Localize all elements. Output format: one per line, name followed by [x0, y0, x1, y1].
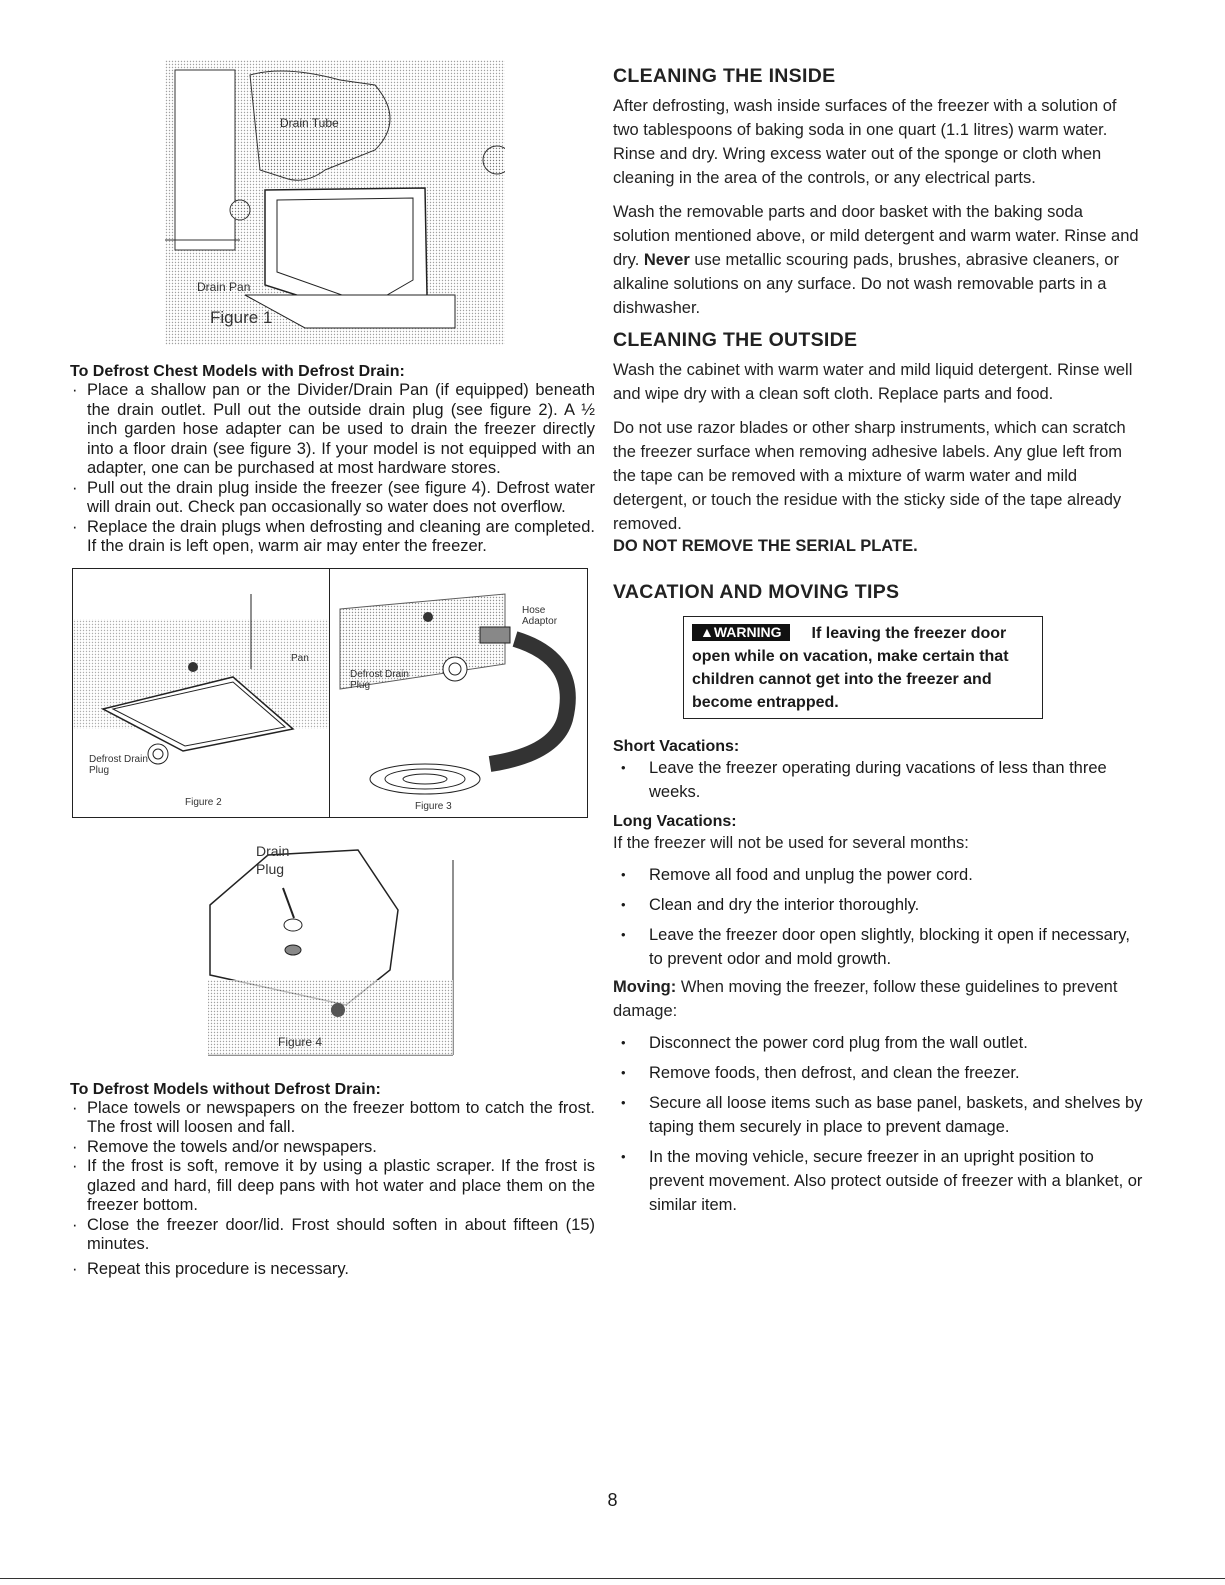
figure-3-caption: Figure 3 — [415, 800, 452, 812]
defrost-drain-heading: To Defrost Chest Models with Defrost Drain: — [70, 363, 405, 380]
vacation-heading: VACATION AND MOVING TIPS — [613, 581, 900, 603]
figure-2 — [73, 569, 330, 817]
cleaning-outside-heading: CLEANING THE OUTSIDE — [613, 329, 858, 351]
list-item: • In the moving vehicle, secure freezer in an upright position to prevent movement. Also protect outside of freezer with a blanket, or similar item. — [613, 1145, 1143, 1217]
moving-list — [613, 1031, 1143, 1217]
warning-box — [683, 616, 1043, 719]
hose-adaptor-label: Hose Adaptor — [522, 604, 558, 627]
serial-plate-warning: DO NOT REMOVE THE SERIAL PLATE. — [613, 537, 918, 555]
figures-2-3 — [72, 568, 588, 818]
list-item: · Repeat this procedure is necessary. — [70, 1260, 595, 1280]
right-column — [613, 64, 1143, 1217]
long-vacations-intro: If the freezer will not be used for several months: — [613, 834, 969, 852]
list-item: • Secure all loose items such as base panel, baskets, and shelves by taping them securely in place to prevent damage. — [613, 1091, 1143, 1139]
list-item: • Remove foods, then defrost, and clean the freezer. — [613, 1061, 1143, 1085]
list-item: • Leave the freezer operating during vacations of less than three weeks. — [613, 756, 1143, 804]
figure-4 — [198, 830, 456, 1062]
list-item: • Leave the freezer door open slightly, blocking it open if necessary, to prevent odor and mold growth. — [613, 923, 1143, 971]
cleaning-inside-para-2 — [613, 200, 1143, 320]
defrost-drain-plug-label: Defrost Drain Plug — [350, 668, 409, 691]
warning-badge — [692, 624, 790, 641]
list-item: · Remove the towels and/or newspapers. — [70, 1138, 595, 1158]
figure-4-caption: Figure 4 — [278, 1034, 323, 1049]
list-item: • Remove all food and unplug the power cord. — [613, 863, 1143, 887]
cleaning-outside-para-1: Wash the cabinet with warm water and mild liquid detergent. Rinse well and wipe dry with a clean soft cloth. Replace parts and food. — [613, 361, 1133, 403]
list-item: · Pull out the drain plug inside the freezer (see figure 4). Defrost water will drain out. Check pan occasionally so water does not overflow. — [70, 479, 595, 518]
para-text: use metallic scouring pads, brushes, abrasive cleaners, or alkaline solutions on any surface. Do not wash removable parts in a dishwasher. — [613, 251, 1119, 317]
cleaning-inside-heading: CLEANING THE INSIDE — [613, 65, 836, 87]
cleaning-inside-para-1: After defrosting, wash inside surfaces of the freezer with a solution of two tablespoons of baking soda in one quart (1.1 litres) warm water. Rinse and dry. Wring excess water out of the sponge or cloth when cleaning in the area of the controls, or any electrical parts. — [613, 97, 1117, 187]
list-item: • Clean and dry the interior thoroughly. — [613, 893, 1143, 917]
left-column — [70, 60, 595, 1279]
figure-3 — [330, 569, 587, 817]
no-drain-heading: To Defrost Models without Defrost Drain: — [70, 1080, 381, 1098]
bottom-rule — [0, 1578, 1225, 1579]
defrost-drain-plug-label: Defrost Drain Plug — [89, 753, 148, 776]
moving-label: Moving: — [613, 978, 677, 996]
figure-1 — [165, 60, 505, 345]
short-vacations-list — [613, 756, 1143, 804]
figure-4-illustration — [198, 830, 456, 1062]
list-item: · Place towels or newspapers on the freezer bottom to catch the frost. The frost will loosen and fall. — [70, 1099, 595, 1138]
never-emphasis: Never — [643, 251, 690, 269]
warning-badge-text: WARNING — [713, 624, 782, 640]
drain-tube-label: Drain Tube — [280, 116, 339, 130]
warning-triangle-icon: ▲ — [700, 624, 714, 640]
figure-1-illustration — [165, 60, 505, 345]
moving-intro-text: When moving the freezer, follow these guidelines to prevent damage: — [613, 978, 1118, 1020]
figure-2-caption: Figure 2 — [185, 796, 222, 808]
para-text: Wash the removable parts and door basket with the baking soda solution mentioned above, or mild detergent and warm water. Rinse and dry. — [613, 203, 1139, 269]
list-item: • Disconnect the power cord plug from the wall outlet. — [613, 1031, 1143, 1055]
list-item: · If the frost is soft, remove it by using a plastic scraper. If the frost is glazed and hard, fill deep pans with hot water and place them on the freezer bottom. — [70, 1157, 595, 1216]
drain-pan-label: Drain Pan — [197, 280, 251, 294]
figure-2-illustration — [73, 569, 330, 817]
warning-text: If leaving the freezer door open while on vacation, make certain that children cannot get into the freezer and become entrapped. — [692, 625, 1009, 711]
long-vacations-heading: Long Vacations: — [613, 813, 737, 830]
pan-label: Pan — [291, 652, 309, 664]
page-number: 8 — [607, 1490, 618, 1510]
short-vacations-heading: Short Vacations: — [613, 738, 740, 755]
drain-plug-label: Drain Plug — [256, 842, 290, 877]
list-item: · Place a shallow pan or the Divider/Drain Pan (if equipped) beneath the drain outlet. Pull out the outside drain plug (see figure 2). A ½ inch garden hose adapter can be used to drain the freezer directly into a floor drain (see figure 3). If your model is not equipped with an adapter, one can be purchased at most hardware stores. — [70, 381, 595, 479]
figure-1-caption: Figure 1 — [210, 308, 273, 327]
long-vacations-list — [613, 863, 1143, 971]
moving-intro — [613, 975, 1143, 1023]
list-item: · Replace the drain plugs when defrosting and cleaning are completed. If the drain is left open, warm air may enter the freezer. — [70, 518, 595, 557]
list-item: · Close the freezer door/lid. Frost should soften in about fifteen (15) minutes. — [70, 1216, 595, 1255]
cleaning-outside-para-2: Do not use razor blades or other sharp instruments, which can scratch the freezer surface when removing adhesive labels. Any glue left from the tape can be removed with a mixture of warm water and mild detergent, or touch the residue with the sticky side of the tape already removed. — [613, 419, 1126, 533]
defrost-drain-list — [70, 381, 595, 557]
no-drain-list — [70, 1099, 595, 1280]
